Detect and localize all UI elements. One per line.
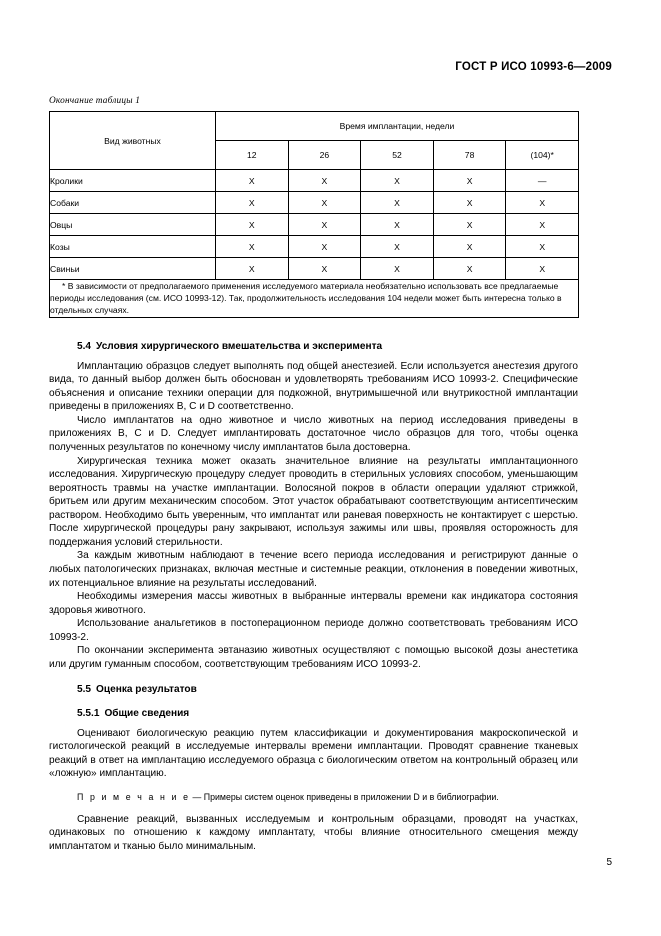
cell-mark: X — [216, 192, 289, 214]
species-label: Свиньи — [50, 258, 216, 280]
table-row — [50, 258, 579, 280]
cell-mark: X — [288, 258, 361, 280]
cell-mark: X — [216, 170, 289, 192]
heading-5-5 — [49, 683, 578, 697]
species-label: Козы — [50, 236, 216, 258]
species-label: Кролики — [50, 170, 216, 192]
heading-5-5-1-number: 5.5.1 — [77, 708, 100, 720]
cell-mark: X — [216, 258, 289, 280]
header-week-104: (104)* — [506, 141, 579, 170]
heading-5-4-number: 5.4 — [77, 341, 92, 352]
paragraph-5-5-1-2: Сравнение реакций, вызванных исследуемым и контрольным образцами, проводят на участках, одинаковых по отношению к каждому имплантату, чтобы влияние относительного смещения между имплантатом и тканью было минимальным. — [49, 813, 578, 852]
table-footnote-row — [50, 280, 579, 318]
header-week-78: 78 — [433, 141, 506, 170]
cell-mark: X — [288, 214, 361, 236]
cell-mark: X — [361, 236, 434, 258]
table-row — [50, 192, 579, 214]
cell-mark: X — [216, 214, 289, 236]
paragraph-5-5-1-1: Оценивают биологическую реакцию путем классификации и документирования макроскопической и гистологической реакций в исследуемые интервалы времени имплантации. Проводят сравнение тканевых реакций в ответ на имплантацию исследуемого образца с биологическим ответом на контрольный образец или «ложную» имплантацию. — [49, 727, 578, 780]
cell-mark: X — [288, 170, 361, 192]
species-label: Овцы — [50, 214, 216, 236]
page-number: 5 — [606, 857, 612, 868]
cell-mark: X — [506, 214, 579, 236]
paragraph-5-4-2: Число имплантатов на одно животное и число животных на период исследования приведены в приложениях В, С и D. Следует имплантировать достаточное число образцов для того, чтобы оценка полученных результатов по конечному числу имплантатов была достоверна. — [49, 414, 578, 453]
paragraph-5-4-6: Использование анальгетиков в постоперационном периоде должно соответствовать требованиям ИСО 10993-2. — [49, 618, 578, 643]
cell-mark: X — [361, 214, 434, 236]
header-week-12: 12 — [216, 141, 289, 170]
paragraph-5-4-7: По окончании эксперимента эвтаназию животных осуществляют с помощью высокой дозы анестетика или другим гуманным способом, соответствующим требованиям ИСО 10993-2. — [49, 645, 578, 670]
heading-5-4-title: Условия хирургического вмешательства и эксперимента — [96, 341, 383, 352]
table-caption: Окончание таблицы 1 — [49, 96, 141, 106]
heading-5-5-title: Оценка результатов — [96, 683, 197, 695]
cell-mark: — — [506, 170, 579, 192]
table-row — [50, 236, 579, 258]
note-text: — Примеры систем оценок приведены в приложении D и в библиографии. — [190, 791, 499, 802]
note-label: П р и м е ч а н и е — [77, 791, 191, 802]
running-header: ГОСТ Р ИСО 10993-6—2009 — [455, 61, 612, 73]
species-label: Собаки — [50, 192, 216, 214]
cell-mark: X — [433, 192, 506, 214]
spacer — [49, 804, 578, 813]
body-content — [49, 340, 578, 853]
cell-mark: X — [433, 170, 506, 192]
paragraph-5-4-5: Необходимы измерения массы животных в выбранные интервалы времени как индикатора состояния здоровья животного. — [49, 591, 578, 616]
paragraph-5-4-3: Хирургическая техника может оказать значительное влияние на результаты имплантационного исследования. Хирургическую процедуру следует проводить в стерильных условиях способом, уменьшающим вероятность травмы на участке имплантации. Волосяной покров в области операции удаляют стрижкой, бритьем или другим механическим способом. Этот участок обрабатывают соответствующим антисептическим раствором. Необходимо быть уверенным, что имплантат или раневая поверхность не контактирует с шерстью. После хирургической процедуры рану закрывают, используя зажимы или швы, проявляя осторожность для поддержания условий стерильности. — [49, 455, 578, 548]
cell-mark: X — [288, 236, 361, 258]
paragraph-5-4-1: Имплантацию образцов следует выполнять под общей анестезией. Если используется анестезия другого вида, то данный выбор должен быть обоснован и удовлетворять требованиям ИСО 10993-2. Специфические объяснения и описание техники операции для подкожной, внутримышечной или внутрикостной имплантации приведены в приложениях В, С и D соответственно. — [49, 360, 578, 413]
table-footnote-text: * В зависимости от предполагаемого применения исследуемого материала необязательно использовать все предлагаемые периоды исследования (см. ИСО 10993-12). Так, продолжительность исследования 104 недели может быть интересна только в отдельных случаях. — [50, 281, 562, 316]
cell-mark: X — [506, 192, 579, 214]
cell-mark: X — [361, 170, 434, 192]
heading-5-5-number: 5.5 — [77, 683, 92, 695]
cell-mark: X — [288, 192, 361, 214]
table-footnote — [50, 280, 579, 318]
header-species: Вид животных — [50, 112, 216, 170]
cell-mark: X — [506, 258, 579, 280]
cell-mark: X — [361, 258, 434, 280]
heading-5-4 — [49, 340, 578, 354]
header-week-26: 26 — [288, 141, 361, 170]
note-block — [49, 792, 578, 804]
cell-mark: X — [433, 236, 506, 258]
header-week-52: 52 — [361, 141, 434, 170]
header-implantation-period: Время имплантации, недели — [216, 112, 579, 141]
cell-mark: X — [216, 236, 289, 258]
paragraph-5-4-4: За каждым животным наблюдают в течение всего периода исследования и регистрируют данные о любых патологических признаках, включая местные и системные реакции, отклонения в поведении животных, их потенциальное влияние на результаты исследований. — [49, 550, 578, 589]
cell-mark: X — [506, 236, 579, 258]
heading-5-5-1 — [49, 707, 578, 721]
cell-mark: X — [433, 258, 506, 280]
table-1-continued — [49, 111, 578, 318]
cell-mark: X — [433, 214, 506, 236]
table-row — [50, 170, 579, 192]
table-header-row-top — [50, 112, 579, 141]
cell-mark: X — [361, 192, 434, 214]
table-row — [50, 214, 579, 236]
heading-5-5-1-title: Общие сведения — [104, 708, 190, 720]
